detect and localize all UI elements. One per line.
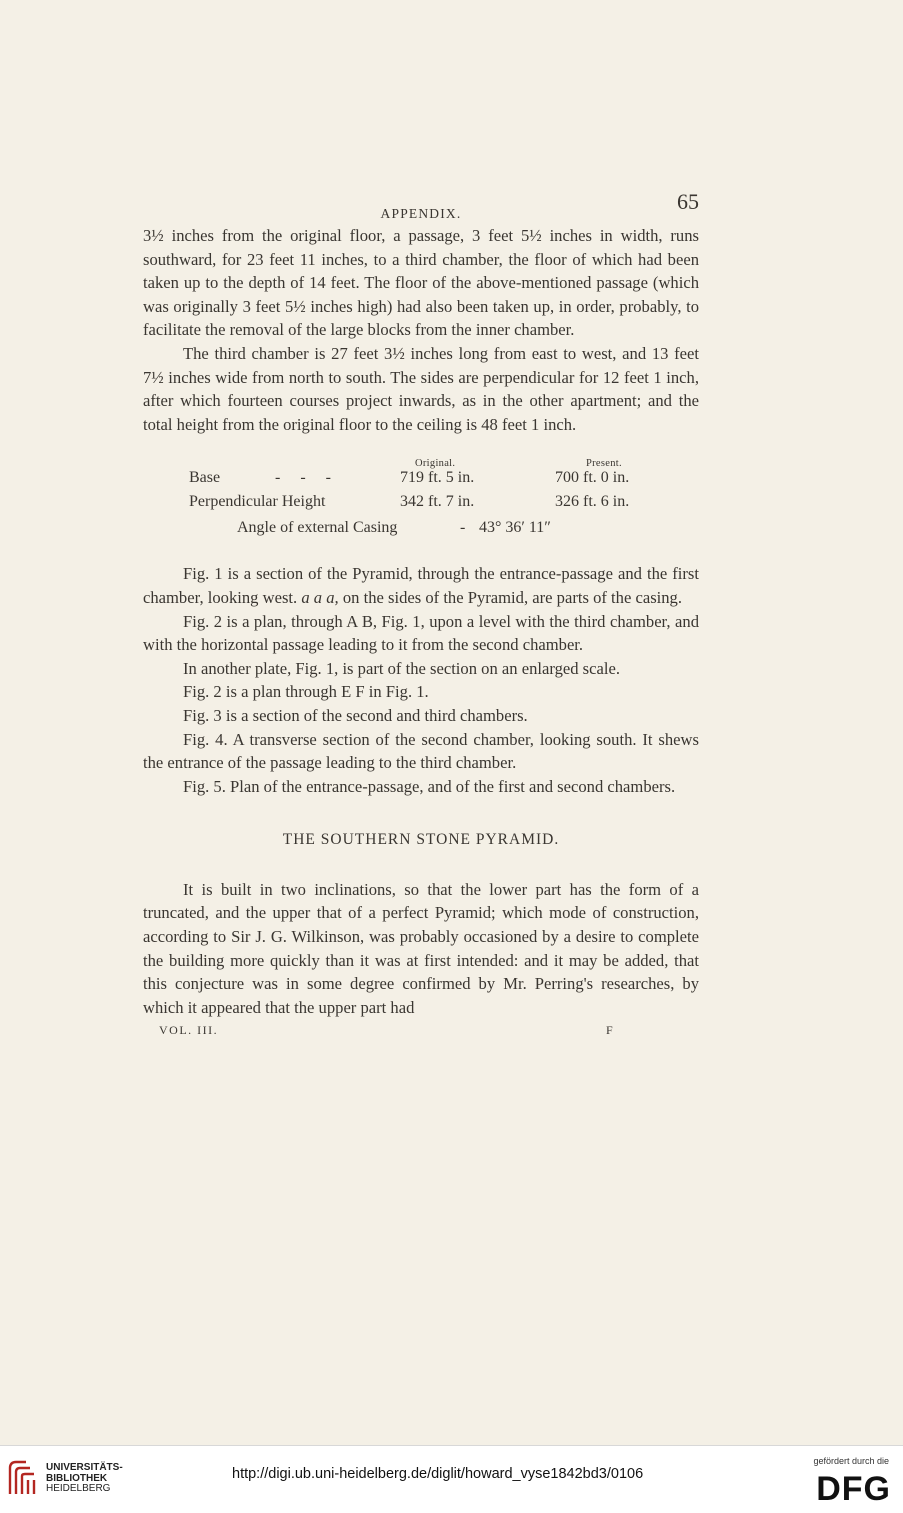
row-present: 326 ft. 6 in. xyxy=(555,493,630,511)
plate-description: In another plate, Fig. 1, is part of the section on an enlarged scale. xyxy=(183,658,620,678)
fig1-text: Fig. 1 is a section of the Pyramid, through the entrance-passage and the first chamber, looking west. xyxy=(143,564,699,607)
funding-note: gefördert durch die xyxy=(813,1456,889,1466)
paragraph-2: The third chamber is 27 feet 3½ inches long from east to west, and 13 feet 7½ inches wide from north to south. The sides are perpendicular for 12 feet 1 inch, after which fourteen courses project inwards, as in the other apartment; and the total height from the original floor to the ceiling is 48 feet 1 inch. xyxy=(143,343,699,434)
permalink-url[interactable]: http://digi.ub.uni-heidelberg.de/diglit/howard_vyse1842bd3/0106 xyxy=(232,1466,644,1482)
paragraph-1: 3½ inches from the original floor, a passage, 3 feet 5½ inches in width, runs southward, for 23 feet 11 inches, to a third chamber, the floor of which had been taken up to the depth of 14 feet. The floor of the above-mentioned passage (which was originally 3 feet 5½ inches high) had also been taken up, in order, probably, to facilitate the removal of the large blocks from the inner chamber. xyxy=(143,226,699,340)
row-label: Base xyxy=(189,469,221,487)
signature-mark: F xyxy=(606,1023,615,1038)
library-logo-icon xyxy=(6,1458,38,1498)
plate-fig4: Fig. 4. A transverse section of the second chamber, looking south. It shews the entrance of the passage leading to the third chamber. xyxy=(143,729,699,773)
fig1-description xyxy=(143,562,699,609)
fig1-text-after: on the sides of the Pyramid, are parts of the casing. xyxy=(342,587,683,607)
page-number: 65 xyxy=(677,189,699,214)
plate-fig2: Fig. 2 is a plan through E F in Fig. 1. xyxy=(183,682,429,702)
library-line-3: HEIDELBERG xyxy=(46,1483,111,1494)
running-header xyxy=(143,190,699,224)
library-name xyxy=(46,1463,123,1495)
page-content xyxy=(143,190,699,1041)
col-header-present: Present. xyxy=(586,458,622,470)
row-dashes: - - - xyxy=(275,469,339,487)
plate-fig5: Fig. 5. Plan of the entrance-passage, and of the first and second chambers. xyxy=(183,776,676,796)
library-line-1: UNIVERSITÄTS- xyxy=(46,1462,123,1473)
viewer-bottom-bar xyxy=(0,1445,903,1513)
angle-value: 43° 36′ 11″ xyxy=(479,519,551,537)
paragraph-last: It is built in two inclinations, so that the lower part has the form of a truncated, and the upper that of a perfect Pyramid; which mode of construction, according to Sir J. G. Wilkinson, was probably occasioned by a desire to complete the building more quickly than it was at first intended: and it may be added, that this conjecture was in some degree confirmed by Mr. Perring's researches, by which it appeared that the upper part had xyxy=(143,879,699,1017)
fig2-description: Fig. 2 is a plan, through A B, Fig. 1, upon a level with the third chamber, and with the horizontal passage leading to it from the second chamber. xyxy=(143,611,699,655)
section-heading: THE SOUTHERN STONE PYRAMID. xyxy=(282,831,560,849)
dfg-logo: DFG xyxy=(816,1470,891,1508)
measurement-table xyxy=(143,452,699,548)
angle-label: Angle of external Casing xyxy=(237,519,398,537)
running-title: APPENDIX. xyxy=(380,206,462,221)
angle-dash: - xyxy=(460,519,466,537)
page-footer xyxy=(143,1019,699,1041)
row-original: 719 ft. 5 in. xyxy=(400,469,475,487)
fig1-italic: a a a, xyxy=(301,587,339,607)
col-header-original: Original. xyxy=(415,458,456,470)
library-line-2: BIBLIOTHEK xyxy=(46,1472,108,1484)
row-label: Perpendicular Height xyxy=(189,493,326,511)
row-present: 700 ft. 0 in. xyxy=(555,469,630,487)
plate-fig3: Fig. 3 is a section of the second and third chambers. xyxy=(183,705,528,725)
row-original: 342 ft. 7 in. xyxy=(400,493,475,511)
volume-label: VOL. III. xyxy=(159,1023,219,1038)
